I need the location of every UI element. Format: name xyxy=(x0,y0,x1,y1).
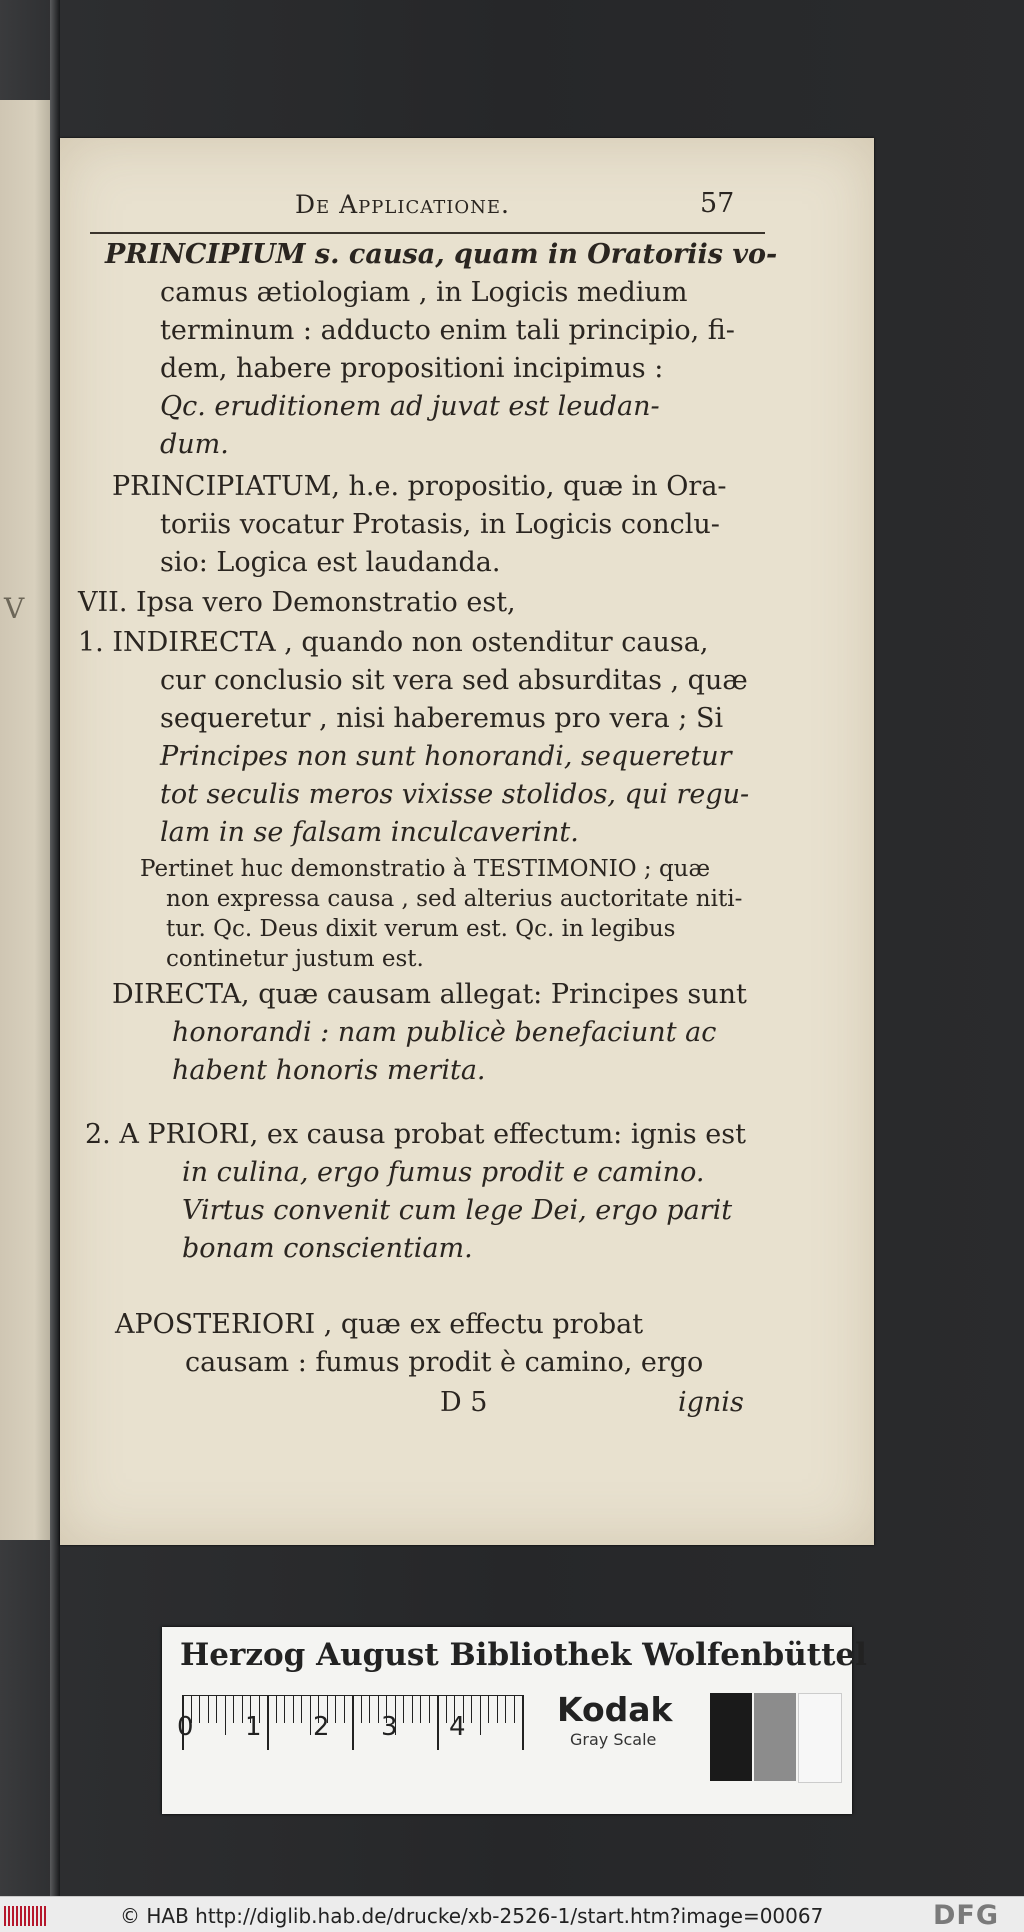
text-line: sequeretur , nisi haberemus pro vera ; Si xyxy=(160,703,724,734)
ruler-tick xyxy=(522,1695,524,1750)
text-line: habent honoris merita. xyxy=(172,1055,486,1086)
text-line: camus ætiologiam , in Logicis medium xyxy=(160,277,688,308)
ruler-tick xyxy=(344,1695,345,1723)
ruler-tick xyxy=(488,1695,489,1723)
ruler-tick xyxy=(378,1695,379,1723)
text-line: DIRECTA, quæ causam allegat: Principes sunt xyxy=(112,979,747,1010)
text-line: Virtus convenit cum lege Dei, ergo parit xyxy=(182,1195,733,1226)
ruler-tick xyxy=(310,1695,311,1735)
ruler-tick xyxy=(233,1695,234,1723)
scale-number: 3 xyxy=(381,1712,398,1742)
book-spine xyxy=(50,0,60,1896)
library-name: Herzog August Bibliothek Wolfenbüttel xyxy=(180,1637,867,1673)
ruler-tick xyxy=(412,1695,413,1723)
kodak-logo: Kodak xyxy=(557,1690,673,1729)
text-line: tot seculis meros vixisse stolidos, qui regu- xyxy=(160,779,750,810)
running-title: De Applicatione. xyxy=(295,190,510,219)
ruler-tick xyxy=(352,1695,354,1750)
text-line: PRINCIPIUM s. causa, quam in Oratoriis vo- xyxy=(105,239,778,270)
ruler-tick xyxy=(514,1695,515,1723)
ruler-tick xyxy=(216,1695,217,1723)
text-line: Qc. eruditionem ad juvat est leudan- xyxy=(160,391,660,422)
text-line: lam in se falsam inculcaverint. xyxy=(160,817,579,848)
ruler-tick xyxy=(497,1695,498,1723)
text-line: 1. INDIRECTA , quando non ostenditur causa, xyxy=(78,627,709,658)
scale-number: 4 xyxy=(449,1712,466,1742)
swatch-black xyxy=(710,1693,752,1781)
ruler-tick xyxy=(284,1695,285,1723)
book-page xyxy=(60,138,874,1545)
text-line: causam : fumus prodit è camino, ergo xyxy=(185,1347,704,1378)
text-line: terminum : adducto enim tali principio, fi- xyxy=(160,315,735,346)
scale-number: 0 xyxy=(177,1712,194,1742)
dfg-logo: DFG xyxy=(933,1900,1000,1931)
ruler-tick xyxy=(429,1695,430,1723)
ruler-tick xyxy=(276,1695,277,1723)
text-line: dum. xyxy=(160,429,229,460)
text-line: cur conclusio sit vera sed absurditas , quæ xyxy=(160,665,748,696)
text-line: in culina, ergo fumus prodit e camino. xyxy=(182,1157,705,1188)
header-rule xyxy=(90,232,765,234)
swatch-gray xyxy=(754,1693,796,1781)
scale-number: 2 xyxy=(313,1712,330,1742)
text-line: honorandi : nam publicè benefaciunt ac xyxy=(172,1017,717,1048)
ruler-tick xyxy=(471,1695,472,1723)
ruler-scale xyxy=(182,1695,522,1750)
ruler-tick xyxy=(437,1695,439,1750)
swatch-white xyxy=(798,1693,842,1783)
text-line: continetur justum est. xyxy=(166,946,424,972)
ruler-tick xyxy=(267,1695,269,1750)
hab-barcode-icon xyxy=(4,1906,48,1926)
text-line: Pertinet huc demonstratio à TESTIMONIO ; quæ xyxy=(140,856,711,882)
ruler-tick xyxy=(505,1695,506,1723)
text-line: 2. A PRIORI, ex causa probat effectum: ignis est xyxy=(85,1119,746,1150)
text-line: sio: Logica est laudanda. xyxy=(160,547,501,578)
ruler-tick xyxy=(208,1695,209,1723)
running-header xyxy=(60,190,874,230)
text-line: tur. Qc. Deus dixit verum est. Qc. in legibus xyxy=(166,916,676,942)
ruler-tick xyxy=(420,1695,421,1723)
ruler-tick xyxy=(225,1695,226,1735)
ruler-tick xyxy=(480,1695,481,1735)
text-line: dem, habere propositioni incipimus : xyxy=(160,353,664,384)
ruler-tick xyxy=(403,1695,404,1723)
viewer-footer xyxy=(0,1896,1024,1932)
ruler-tick xyxy=(293,1695,294,1723)
text-line: Principes non sunt honorandi, sequeretur xyxy=(160,741,732,772)
text-line: VII. Ipsa vero Demonstratio est, xyxy=(78,587,516,618)
ruler-tick xyxy=(335,1695,336,1723)
catchword: ignis xyxy=(678,1387,744,1418)
color-reference-card xyxy=(162,1627,867,1814)
text-line: APOSTERIORI , quæ ex effectu probat xyxy=(115,1309,644,1340)
text-line: non expressa causa , sed alterius auctoritate niti- xyxy=(166,886,743,912)
ruler-tick xyxy=(242,1695,243,1723)
signature-mark: D 5 xyxy=(440,1387,488,1418)
footer-copyright[interactable]: © HAB http://diglib.hab.de/drucke/xb-2526-1/start.htm?image=00067 xyxy=(120,1904,824,1928)
text-line: toriis vocatur Protasis, in Logicis conclu- xyxy=(160,509,720,540)
ruler-tick xyxy=(446,1695,447,1723)
ruler-tick xyxy=(369,1695,370,1723)
page-number: 57 xyxy=(700,188,735,219)
ruler-tick xyxy=(361,1695,362,1723)
ruler-tick xyxy=(199,1695,200,1723)
text-line: bonam conscientiam. xyxy=(182,1233,473,1264)
gray-scale-label: Gray Scale xyxy=(570,1730,657,1749)
text-line: PRINCIPIATUM, h.e. propositio, quæ in Ora- xyxy=(112,471,727,502)
scale-number: 1 xyxy=(245,1712,262,1742)
ruler-tick xyxy=(301,1695,302,1723)
facing-page-mark: V xyxy=(4,592,25,625)
